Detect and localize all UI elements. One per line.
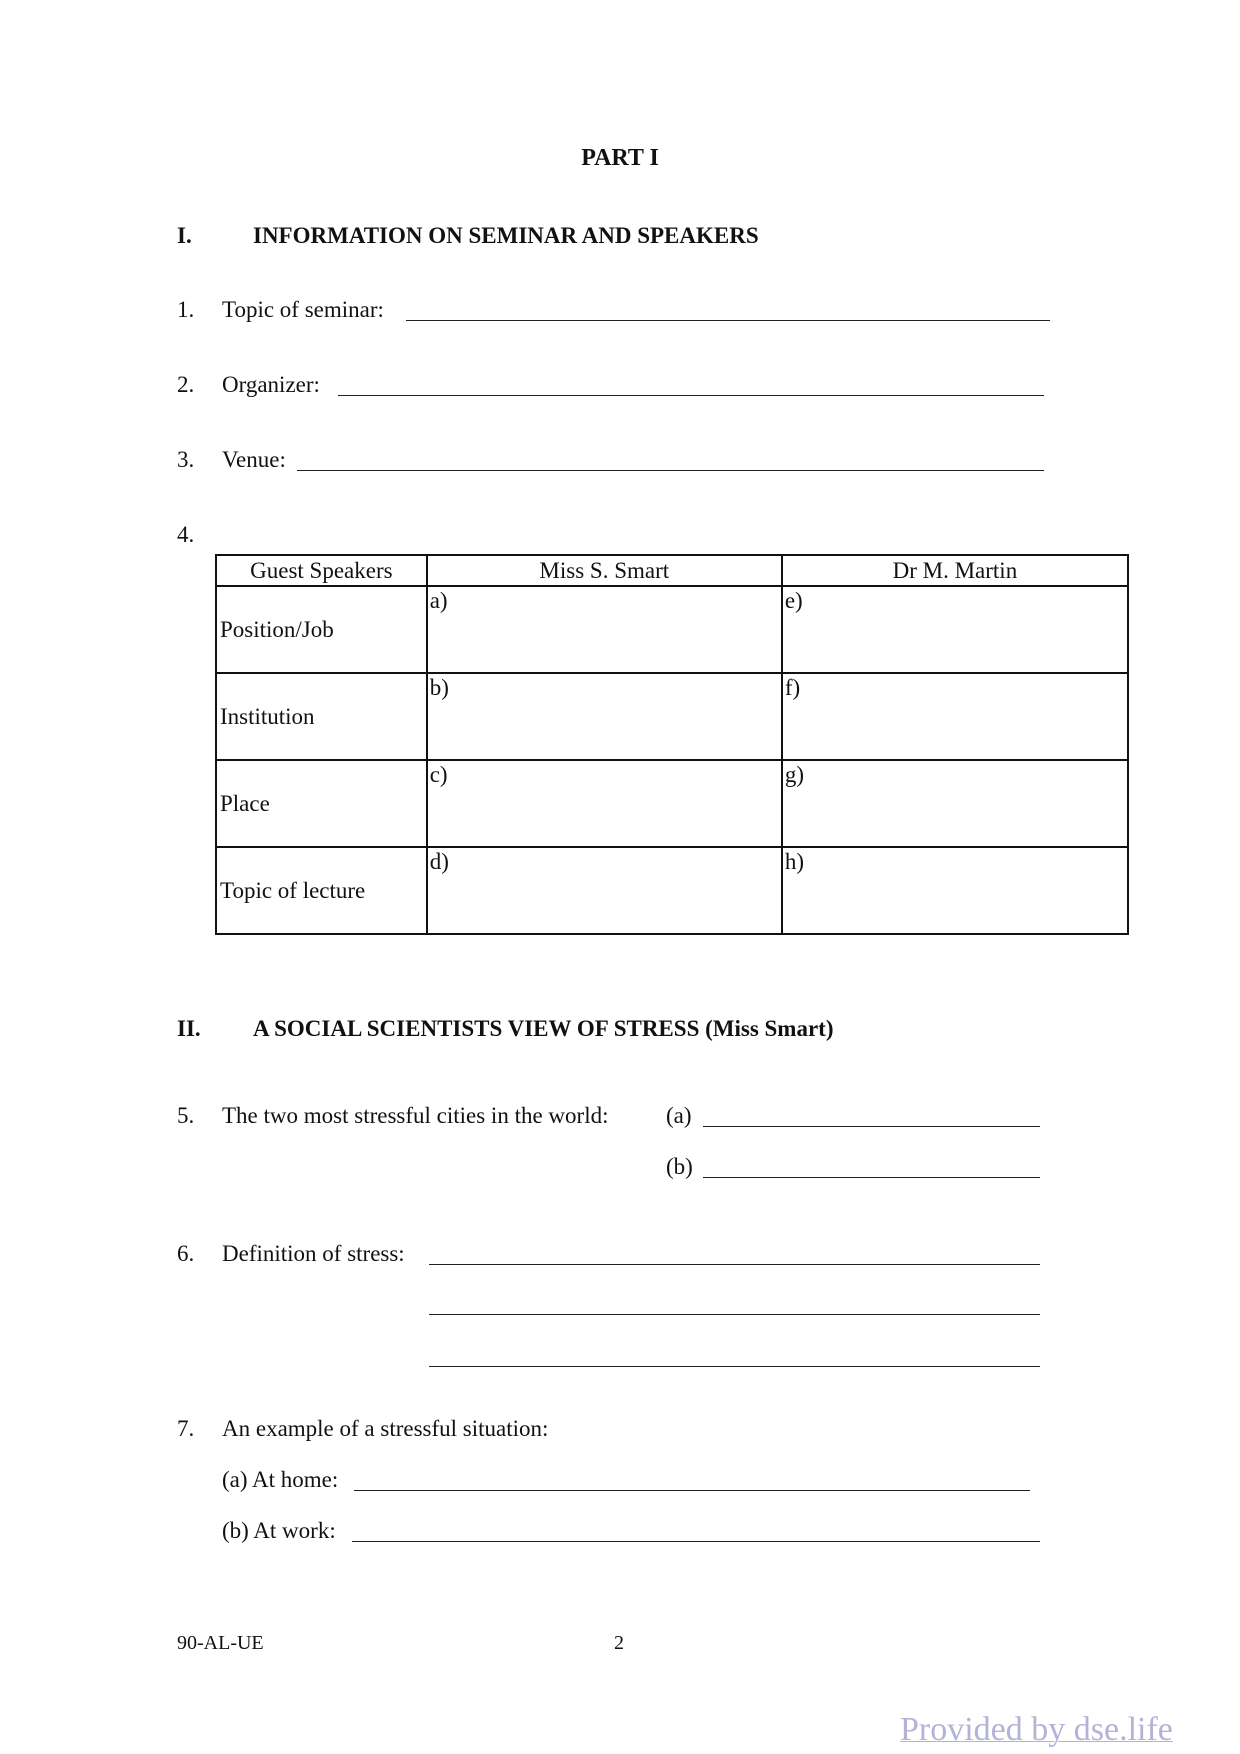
speakers-table	[215, 554, 1129, 935]
header-speaker-2: Dr M. Martin	[782, 555, 1128, 586]
row-label-institution: Institution	[216, 673, 427, 760]
section-1-number: I.	[177, 223, 192, 248]
item-3-number: 3.	[177, 447, 195, 472]
answer-cell-f[interactable]: f)	[782, 673, 1128, 760]
item-7b-label: (b) At work:	[222, 1518, 336, 1543]
item-2-number: 2.	[177, 372, 195, 397]
row-label-topic: Topic of lecture	[216, 847, 427, 934]
watermark-link[interactable]: Provided by dse.life	[900, 1711, 1173, 1748]
item-7b-answer-line[interactable]	[352, 1541, 1040, 1542]
table-header-row	[216, 555, 1128, 586]
row-label-position: Position/Job	[216, 586, 427, 673]
section-2-number: II.	[177, 1016, 201, 1041]
item-6-label: Definition of stress:	[222, 1241, 405, 1266]
item-4-number: 4.	[177, 522, 195, 547]
header-speaker-1: Miss S. Smart	[427, 555, 782, 586]
item-5-label: The two most stressful cities in the world:	[222, 1103, 609, 1128]
item-6-answer-line-2[interactable]	[429, 1314, 1040, 1315]
item-6-answer-line-3[interactable]	[429, 1366, 1040, 1367]
item-3-label: Venue:	[222, 447, 286, 472]
item-3-answer-line[interactable]	[297, 470, 1044, 471]
part-title: PART I	[581, 145, 659, 171]
item-1-answer-line[interactable]	[406, 320, 1050, 321]
item-5a-answer-line[interactable]	[703, 1126, 1040, 1127]
answer-cell-e[interactable]: e)	[782, 586, 1128, 673]
footer-page-number: 2	[614, 1632, 624, 1654]
table-row	[216, 847, 1128, 934]
answer-cell-a[interactable]: a)	[427, 586, 782, 673]
item-6-number: 6.	[177, 1241, 195, 1266]
item-6-answer-line-1[interactable]	[429, 1264, 1040, 1265]
row-label-place: Place	[216, 760, 427, 847]
section-2-title: A SOCIAL SCIENTISTS VIEW OF STRESS (Miss Smart)	[253, 1016, 834, 1041]
table-row	[216, 760, 1128, 847]
item-5b-answer-line[interactable]	[703, 1177, 1040, 1178]
table-row	[216, 673, 1128, 760]
item-5a-label: (a)	[666, 1103, 692, 1128]
item-1-label: Topic of seminar:	[222, 297, 384, 322]
item-7-number: 7.	[177, 1416, 195, 1441]
section-1-title: INFORMATION ON SEMINAR AND SPEAKERS	[253, 223, 759, 248]
item-5b-label: (b)	[666, 1154, 693, 1179]
footer-paper-code: 90-AL-UE	[177, 1632, 264, 1654]
answer-cell-c[interactable]: c)	[427, 760, 782, 847]
item-2-answer-line[interactable]	[338, 395, 1044, 396]
item-7-label: An example of a stressful situation:	[222, 1416, 549, 1441]
answer-cell-d[interactable]: d)	[427, 847, 782, 934]
item-7a-answer-line[interactable]	[354, 1490, 1030, 1491]
answer-cell-g[interactable]: g)	[782, 760, 1128, 847]
table-row	[216, 586, 1128, 673]
item-5-number: 5.	[177, 1103, 195, 1128]
answer-cell-b[interactable]: b)	[427, 673, 782, 760]
item-1-number: 1.	[177, 297, 195, 322]
header-guest-speakers: Guest Speakers	[216, 555, 427, 586]
item-2-label: Organizer:	[222, 372, 320, 397]
item-7a-label: (a) At home:	[222, 1467, 339, 1492]
answer-cell-h[interactable]: h)	[782, 847, 1128, 934]
